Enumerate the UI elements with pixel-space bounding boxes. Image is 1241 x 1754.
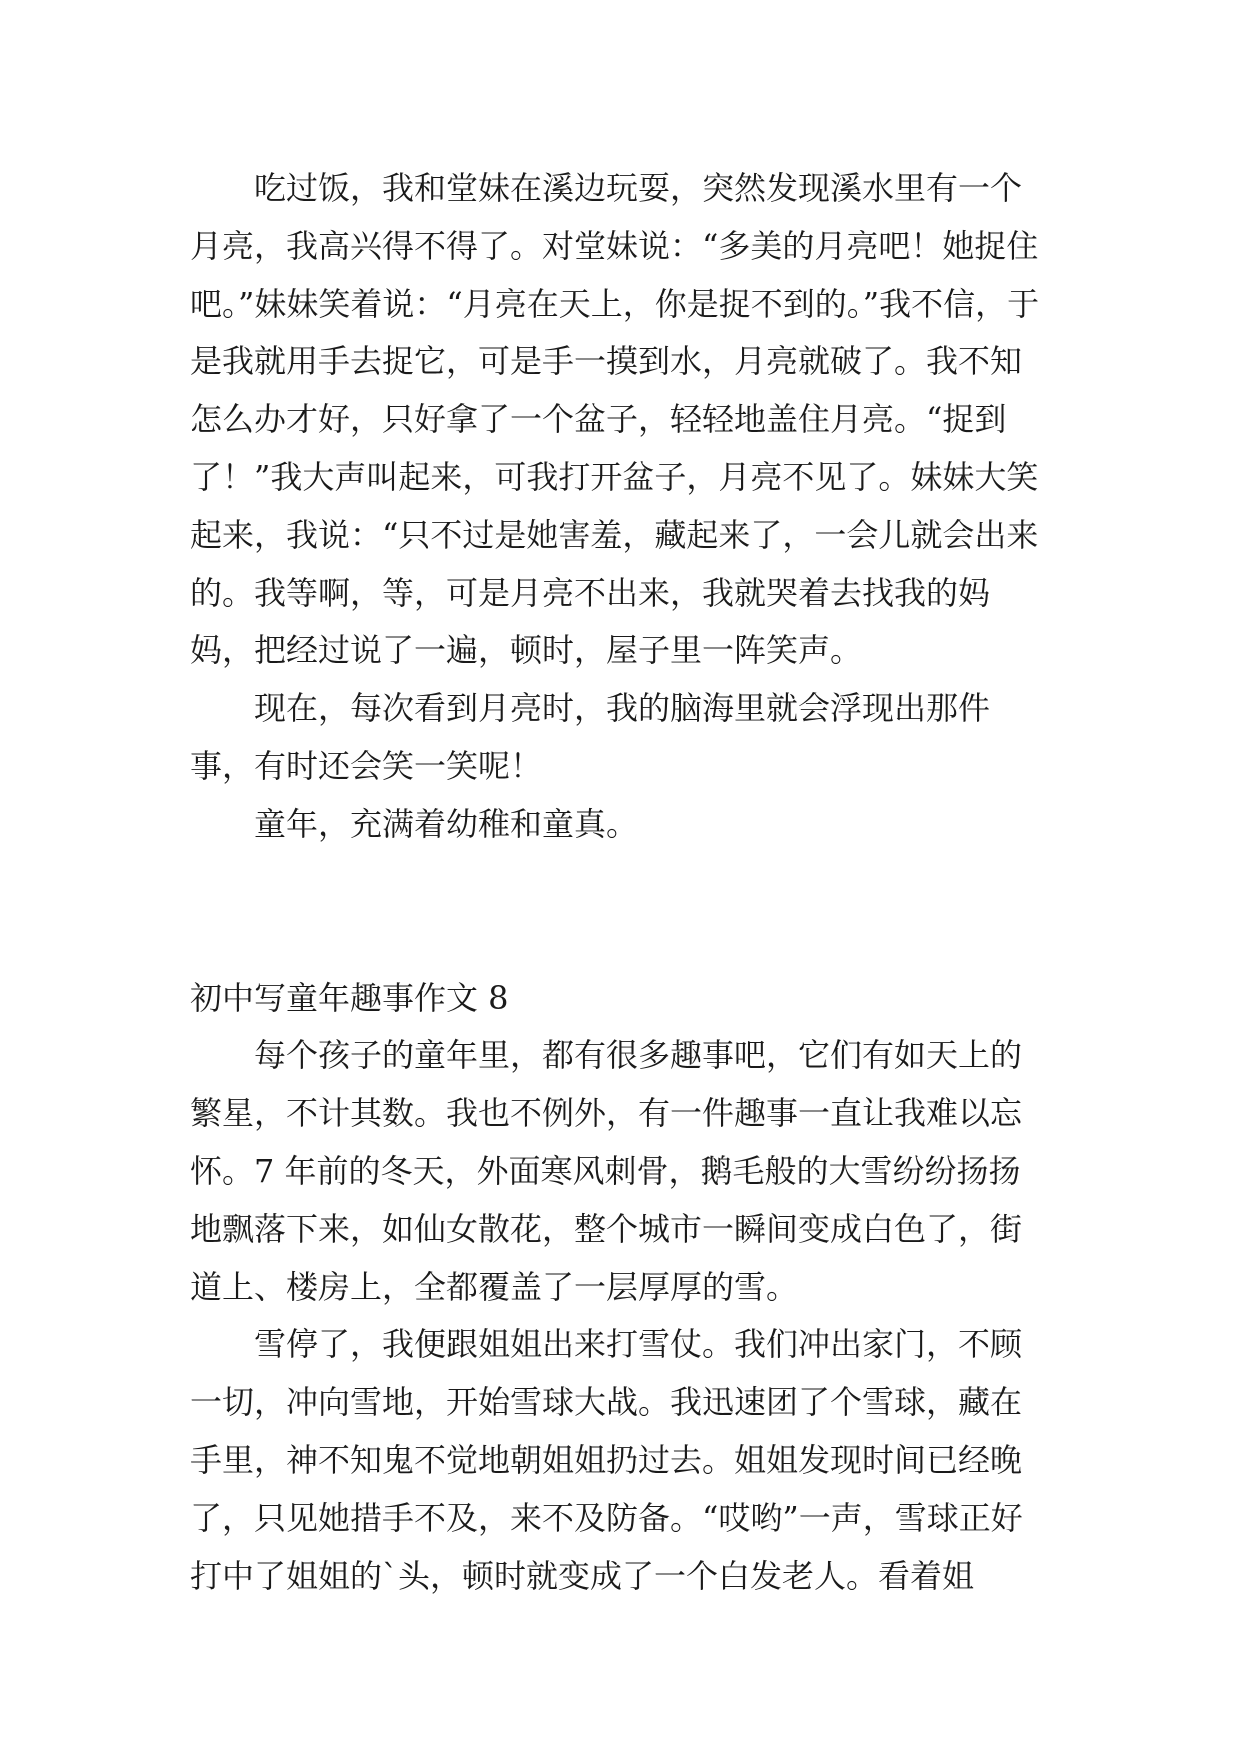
paragraph-moon-story: 吃过饭，我和堂妹在溪边玩耍，突然发现溪水里有一个月亮，我高兴得不得了。对堂妹说：“多美的月亮吧！她捉住吧。”妹妹笑着说：“月亮在天上，你是捉不到的。”我不信，于是我就用手去捉它，可是手一摸到水，月亮就破了。我不知怎么办才好，只好拿了一个盆子，轻轻地盖住月亮。“捉到了！”我大声叫起来，可我打开盆子，月亮不见了。妹妹大笑起来，我说：“只不过是她害羞，藏起来了，一会儿就会出来的。我等啊，等，可是月亮不出来，我就哭着去找我的妈妈，把经过说了一遍，顿时，屋子里一阵笑声。: [190, 169, 1040, 670]
document-body: [190, 160, 1050, 1605]
section-heading: 初中写童年趣事作文 8: [190, 978, 509, 1017]
paragraph-snowball-fight: 雪停了，我便跟姐姐出来打雪仗。我们冲出家门，不顾一切，冲向雪地，开始雪球大战。我迅速团了个雪球，藏在手里，神不知鬼不觉地朝姐姐扔过去。姐姐发现时间已经晚了，只见她措手不及，来不及防备。“哎哟”一声，雪球正好打中了姐姐的`头，顿时就变成了一个白发老人。看着姐: [190, 1325, 1023, 1595]
paragraph-childhood-summary: 童年，充满着幼稚和童真。: [254, 804, 639, 843]
section-gap: [190, 854, 1050, 970]
paragraph-snow-intro: 每个孩子的童年里，都有很多趣事吧，它们有如天上的繁星，不计其数。我也不例外，有一件趣事一直让我难以忘怀。7 年前的冬天，外面寒风刺骨，鹅毛般的大雪纷纷扬扬地飘落下来，如仙女散花，整个城市一瞬间变成白色了，街道上、楼房上，全都覆盖了一层厚厚的雪。: [190, 1036, 1023, 1306]
paragraph-memory: 现在，每次看到月亮时，我的脑海里就会浮现出那件事，有时还会笑一笑呢！: [190, 689, 991, 785]
